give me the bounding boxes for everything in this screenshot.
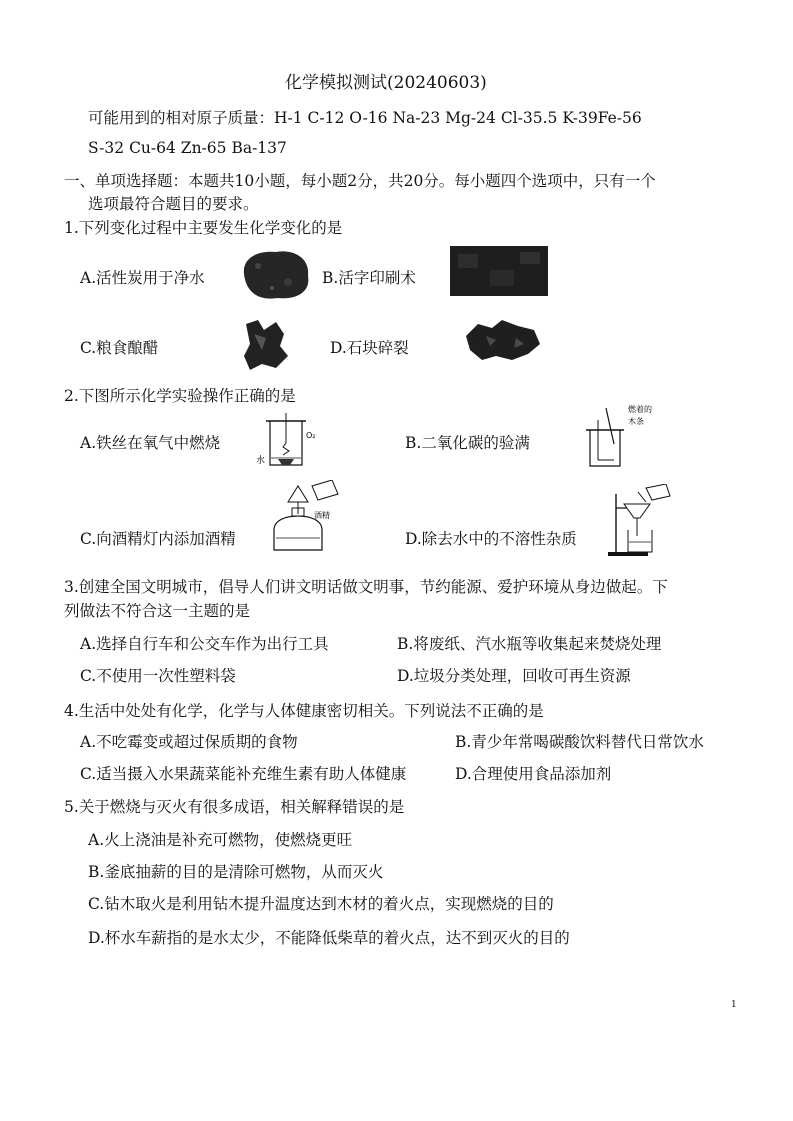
question-2-option-d: D.除去水中的不溶性杂质	[405, 530, 577, 548]
question-5-option-a: A.火上浇油是补充可燃物，使燃烧更旺	[88, 831, 353, 849]
question-3-stem-cont: 列做法不符合这一主题的是	[64, 602, 251, 620]
question-3-option-a: A.选择自行车和公交车作为出行工具	[80, 635, 329, 653]
question-1-stem: 1.下列变化过程中主要发生化学变化的是	[64, 219, 343, 237]
question-3-option-c: C.不使用一次性塑料袋	[80, 667, 236, 685]
question-4-option-b: B.青少年常喝碳酸饮料替代日常饮水	[455, 733, 704, 751]
question-1-option-b: B.活字印刷术	[322, 269, 416, 287]
grain-vinegar-image	[236, 316, 292, 372]
question-4-option-c: C.适当摄入水果蔬菜能补充维生素有助人体健康	[80, 765, 407, 783]
question-5-option-c: C.钻木取火是利用钻木提升温度达到木材的着火点，实现燃烧的目的	[88, 895, 554, 913]
rock-fragments-image	[462, 316, 542, 364]
question-4-option-a: A.不吃霉变或超过保质期的食物	[80, 733, 298, 751]
question-5-option-b: B.釜底抽薪的目的是清除可燃物，从而灭火	[88, 863, 384, 881]
atomic-mass-line-1: 可能用到的相对原子质量：H-1 C-12 O-16 Na-23 Mg-24 Cl-35.5 K-39Fe-56	[88, 109, 642, 127]
question-5-option-d: D.杯水车薪指的是水太少，不能降低柴草的着火点，达不到灭火的目的	[88, 929, 570, 947]
question-3-stem: 3.创建全国文明城市，倡导人们讲文明话做文明事，节约能源、爱护环境从身边做起。下	[64, 578, 668, 596]
alcohol-lamp-figure	[268, 480, 340, 554]
burning-stick-label: 燃着的	[628, 405, 652, 414]
question-1-option-d: D.石块碎裂	[330, 339, 409, 357]
question-1-option-c: C.粮食酿醋	[80, 339, 159, 357]
co2-test-figure	[584, 402, 674, 470]
question-2-option-c: C.向酒精灯内添加酒精	[80, 530, 236, 548]
movable-type-printing-image	[450, 246, 548, 296]
question-4-stem: 4.生活中处处有化学，化学与人体健康密切相关。下列说法不正确的是	[64, 702, 544, 720]
page-number: 1	[731, 1000, 737, 1010]
iron-wire-burning-figure	[256, 411, 326, 471]
question-4-option-d: D.合理使用食品添加剂	[455, 765, 612, 783]
page-title: 化学模拟测试(20240603)	[285, 73, 487, 93]
question-3-option-d: D.垃圾分类处理，回收可再生资源	[397, 667, 631, 685]
question-2-stem: 2.下图所示化学实验操作正确的是	[64, 387, 296, 405]
burning-stick-label-2: 木条	[628, 417, 644, 426]
question-5-stem: 5.关于燃烧与灭火有很多成语，相关解释错误的是	[64, 798, 405, 816]
filtration-figure	[604, 484, 676, 558]
question-2-option-a: A.铁丝在氧气中燃烧	[80, 434, 221, 452]
section-heading-cont: 选项最符合题目的要求。	[88, 195, 259, 213]
alcohol-label: 酒精	[314, 511, 330, 520]
activated-carbon-image	[238, 246, 314, 302]
section-heading: 一、单项选择题：本题共10小题，每小题2分，共20分。每小题四个选项中，只有一个	[64, 172, 656, 190]
question-2-option-b: B.二氧化碳的验满	[405, 434, 530, 452]
oxygen-label: O₂	[306, 431, 316, 440]
question-1-option-a: A.活性炭用于净水	[80, 269, 205, 287]
atomic-mass-line-2: S-32 Cu-64 Zn-65 Ba-137	[88, 139, 287, 157]
question-3-option-b: B.将废纸、汽水瓶等收集起来焚烧处理	[397, 635, 662, 653]
water-label: 水	[256, 456, 266, 466]
